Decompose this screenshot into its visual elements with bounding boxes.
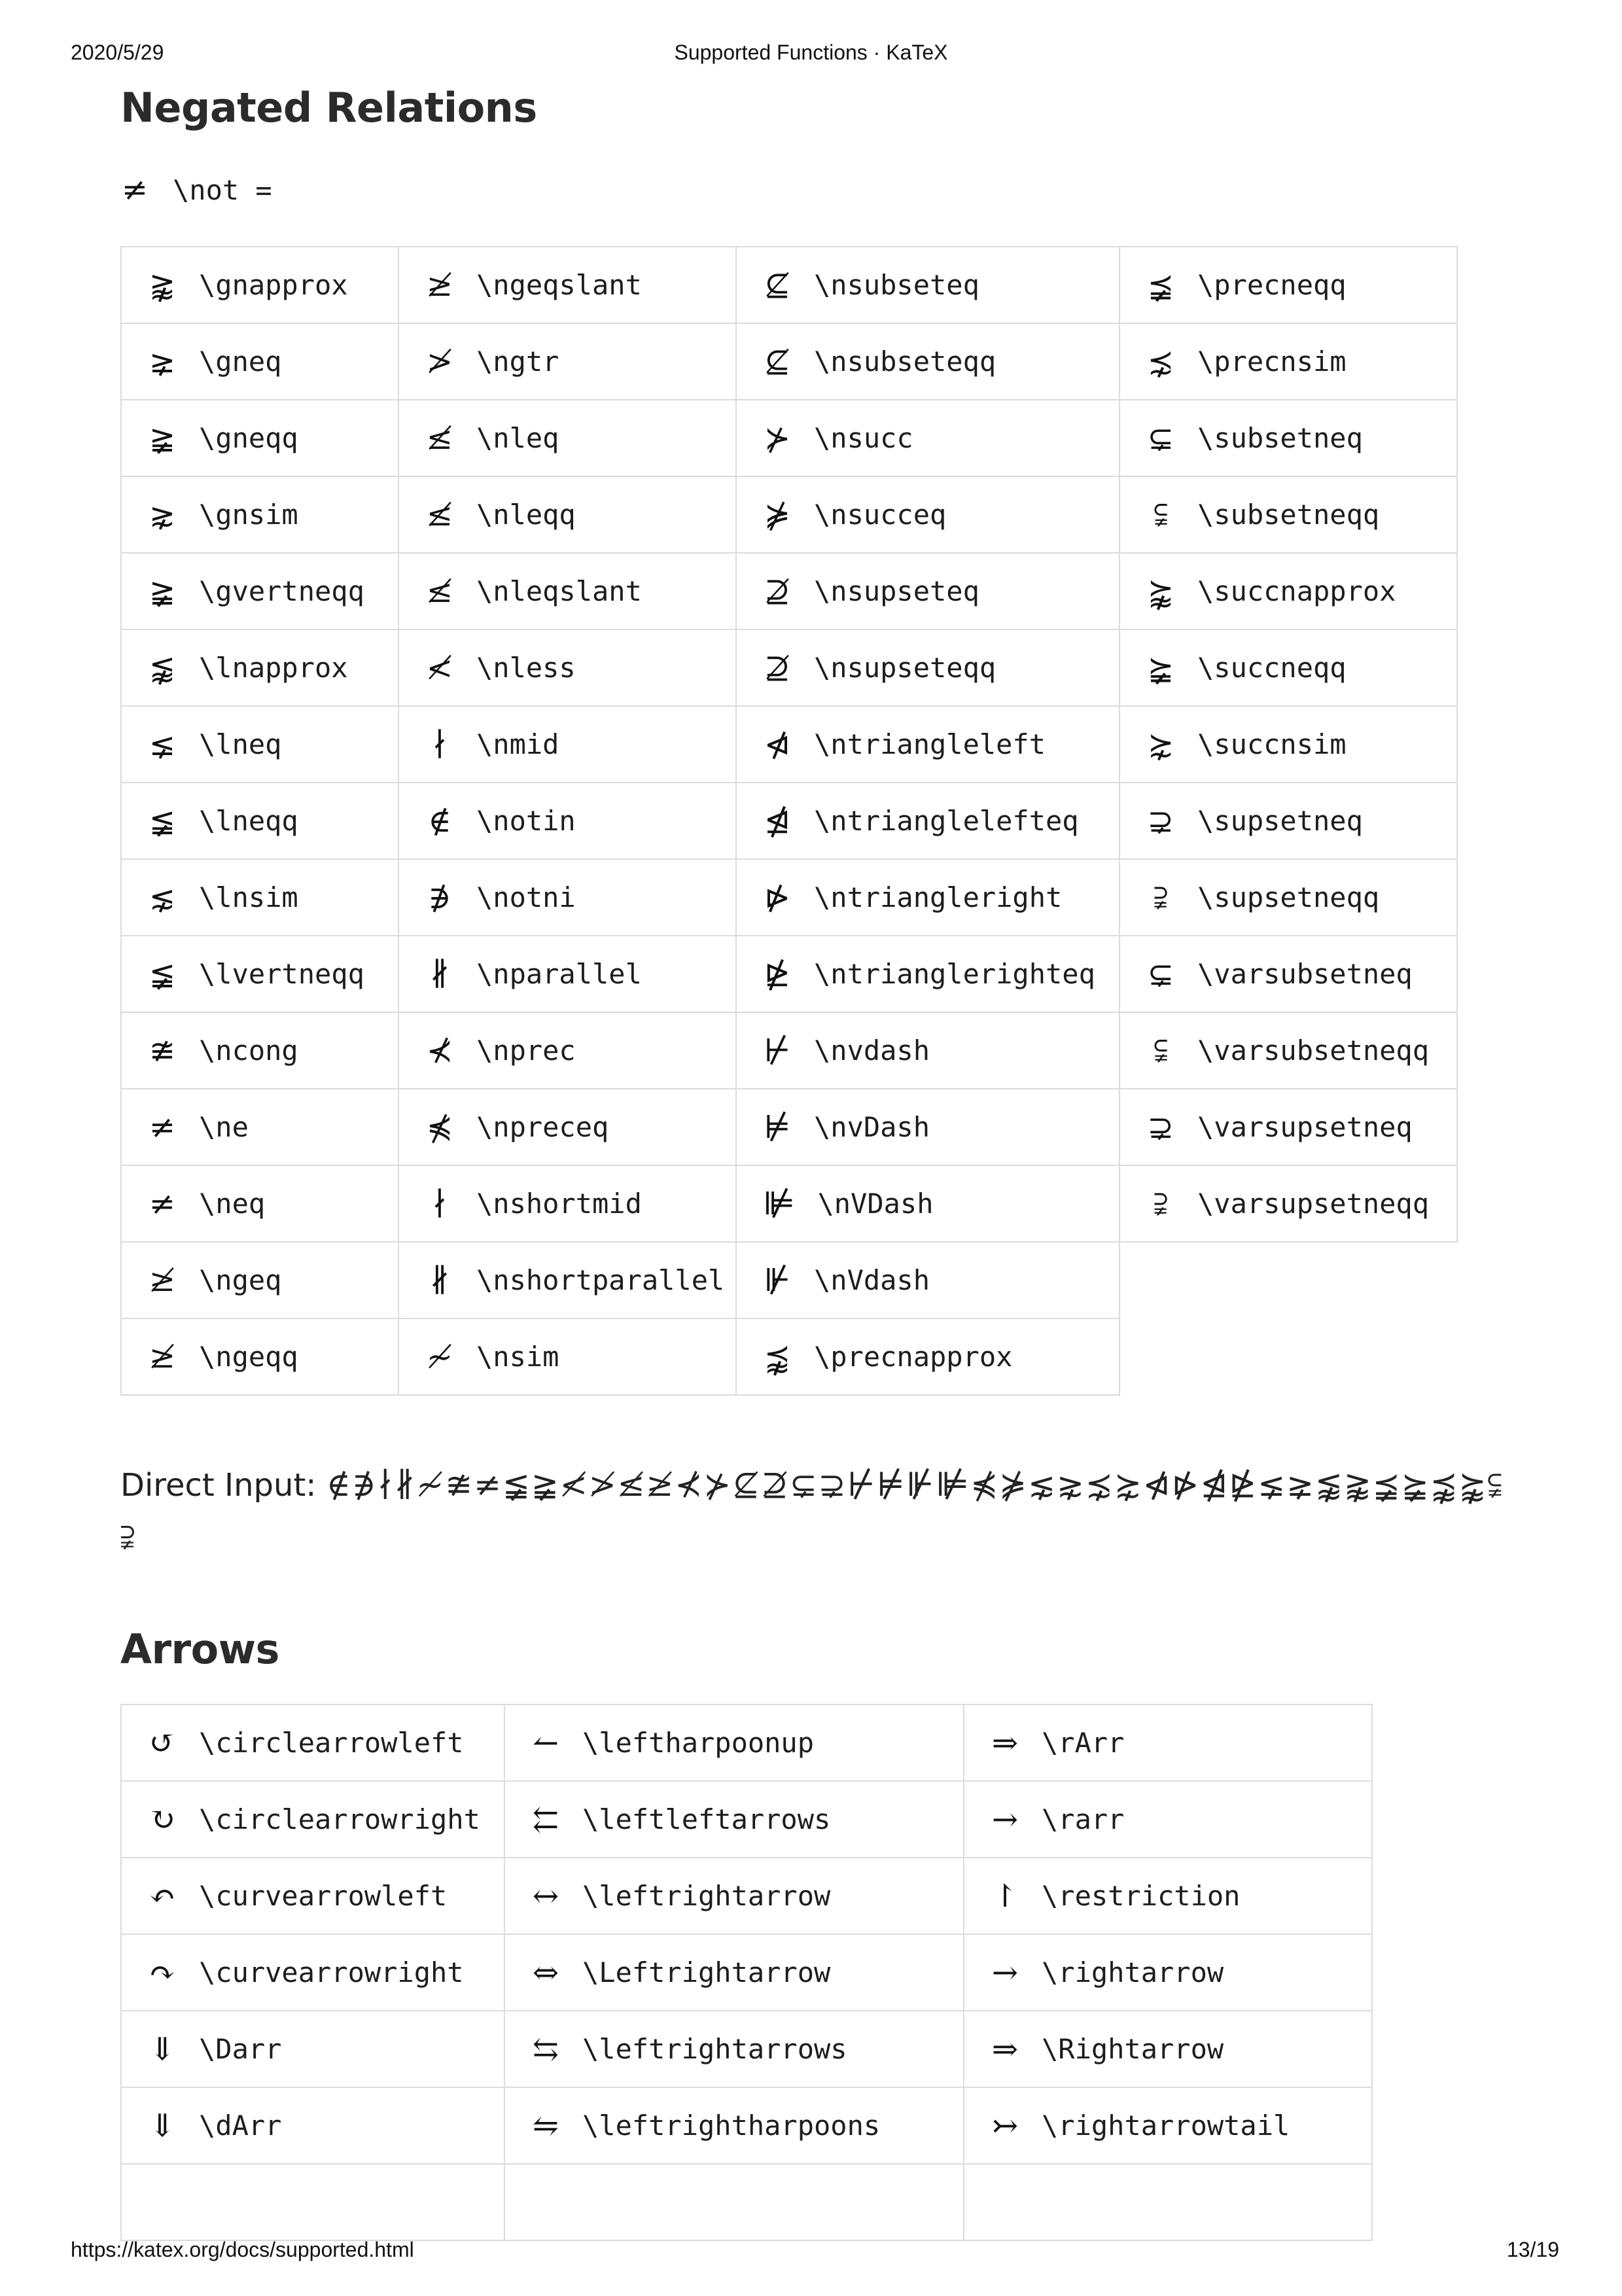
- function-cell: [398, 706, 736, 783]
- math-symbol: ≁: [426, 1338, 453, 1375]
- latex-command: \curvearrowleft: [199, 1880, 448, 1912]
- math-symbol: ⊮: [764, 1262, 791, 1299]
- latex-command: \lneqq: [199, 805, 298, 837]
- math-symbol: ⊊: [1147, 419, 1174, 457]
- math-symbol: ↔: [532, 1877, 559, 1915]
- function-cell: [736, 859, 1120, 936]
- math-symbol: ⊋: [1147, 1108, 1174, 1146]
- latex-command: \rightarrow: [1042, 1956, 1224, 1988]
- function-cell: [398, 783, 736, 859]
- latex-command: \nsupseteq: [814, 575, 979, 607]
- not-code: \not =: [173, 173, 272, 206]
- math-symbol: ⋩: [1147, 726, 1174, 763]
- latex-command: \npreceq: [476, 1111, 609, 1143]
- latex-command: \gneqq: [199, 422, 298, 454]
- math-symbol: ⊉: [764, 573, 791, 610]
- math-symbol: ≠: [149, 1185, 176, 1222]
- math-symbol: ≇: [149, 1032, 176, 1069]
- math-symbol: ⫋: [1154, 1032, 1168, 1069]
- latex-command: \Leftrightarrow: [582, 1956, 831, 1988]
- math-symbol: ≱: [426, 266, 453, 304]
- latex-command: \nVDash: [817, 1188, 934, 1220]
- math-symbol: ⋡: [764, 496, 791, 533]
- latex-command: \varsupsetneq: [1197, 1111, 1413, 1143]
- latex-command: \dArr: [199, 2110, 282, 2142]
- math-symbol: ⫌: [1154, 879, 1168, 915]
- math-symbol: ⊊: [1147, 955, 1174, 993]
- arrow-row: [121, 1858, 1372, 1934]
- arrow-row: [121, 2164, 1372, 2240]
- function-cell: [964, 1934, 1372, 2011]
- function-cell: [736, 247, 1120, 323]
- latex-command: \gneq: [199, 345, 282, 378]
- negated-relations-table: [120, 246, 1458, 1396]
- math-symbol: ∉: [428, 802, 451, 839]
- math-symbol: ⋫: [764, 879, 791, 916]
- math-symbol: ⪹: [764, 1338, 791, 1375]
- latex-command: \notin: [476, 805, 576, 837]
- function-cell: [121, 247, 398, 323]
- function-cell: [121, 706, 398, 783]
- math-symbol: ↾: [991, 1877, 1019, 1915]
- function-cell: [504, 2011, 964, 2087]
- function-cell: [398, 1165, 736, 1242]
- math-symbol: ⇓: [149, 2030, 176, 2068]
- function-cell: [121, 476, 398, 553]
- function-cell: [1120, 706, 1457, 783]
- function-cell: [504, 2087, 964, 2164]
- function-cell: [398, 1242, 736, 1318]
- latex-command: \ntriangleleft: [814, 728, 1046, 760]
- function-cell: [504, 1704, 964, 1781]
- negated-relations-heading: Negated Relations: [120, 84, 537, 132]
- negated-row: [121, 859, 1457, 936]
- negated-row: [121, 476, 1457, 553]
- math-symbol: ≱: [149, 1262, 176, 1299]
- negated-row: [121, 1242, 1457, 1318]
- latex-command: \circlearrowright: [199, 1803, 480, 1835]
- math-symbol: ⊬: [764, 1032, 791, 1069]
- function-cell: [398, 247, 736, 323]
- function-cell: [121, 1242, 398, 1318]
- latex-command: \succnapprox: [1197, 575, 1396, 607]
- arrow-row: [121, 2011, 1372, 2087]
- function-cell: [1120, 1012, 1457, 1089]
- latex-command: \nleqq: [476, 499, 576, 531]
- function-cell: [736, 783, 1120, 859]
- latex-command: \rightarrowtail: [1042, 2110, 1290, 2142]
- latex-command: \lnapprox: [199, 652, 348, 684]
- latex-command: \restriction: [1042, 1880, 1241, 1912]
- math-symbol: ⇔: [532, 1954, 559, 1991]
- math-symbol: →: [991, 1801, 1019, 1838]
- latex-command: \ntrianglerighteq: [814, 958, 1095, 990]
- function-cell: [1120, 323, 1457, 400]
- math-symbol: ⇓: [149, 2107, 176, 2144]
- direct-input-line: [120, 1459, 1507, 1563]
- latex-command: \subsetneq: [1197, 422, 1363, 454]
- latex-command: \ntriangleright: [814, 881, 1063, 913]
- latex-command: \varsupsetneqq: [1197, 1188, 1430, 1220]
- function-cell: [121, 553, 398, 629]
- latex-command: \nsucceq: [814, 499, 947, 531]
- math-symbol: ↼: [532, 1724, 559, 1761]
- latex-command: \rArr: [1042, 1727, 1125, 1759]
- math-symbol: ⊋: [1147, 802, 1174, 839]
- arrow-row: [121, 1781, 1372, 1858]
- arrow-row: [121, 1704, 1372, 1781]
- math-symbol: ⊈: [764, 266, 791, 304]
- function-cell: [504, 1858, 964, 1934]
- function-cell: [964, 2164, 1372, 2240]
- math-symbol: ⪉: [149, 649, 176, 686]
- math-symbol: ⪈: [149, 343, 176, 380]
- latex-command: \supsetneq: [1197, 805, 1363, 837]
- math-symbol: ⊈: [764, 343, 791, 380]
- math-symbol: ⊉: [764, 649, 791, 686]
- print-url: https://katex.org/docs/supported.html: [71, 2238, 414, 2261]
- latex-command: \nleqslant: [476, 575, 642, 607]
- math-symbol: ⋧: [149, 496, 176, 533]
- function-cell: [964, 1781, 1372, 1858]
- function-cell: [736, 706, 1120, 783]
- function-cell: [964, 1858, 1372, 1934]
- latex-command: \subsetneqq: [1197, 499, 1380, 531]
- function-cell: [398, 859, 736, 936]
- function-cell: [121, 1934, 504, 2011]
- math-symbol: ⇆: [532, 2030, 559, 2068]
- negated-row: [121, 936, 1457, 1012]
- latex-command: \gnsim: [199, 499, 298, 531]
- latex-command: \nVdash: [814, 1264, 930, 1296]
- latex-command: \nsim: [476, 1341, 559, 1373]
- latex-command: \rarr: [1042, 1803, 1125, 1835]
- latex-command: \leftrightarrow: [582, 1880, 831, 1912]
- negated-row: [121, 323, 1457, 400]
- function-cell: [398, 1012, 736, 1089]
- latex-command: \leftleftarrows: [582, 1803, 831, 1835]
- latex-command: \ngeq: [199, 1264, 282, 1296]
- function-cell: [736, 936, 1120, 1012]
- latex-command: \nsubseteq: [814, 269, 979, 301]
- math-symbol: ⪇: [149, 726, 176, 763]
- math-symbol: ∤: [432, 1185, 448, 1222]
- latex-command: \circlearrowleft: [199, 1727, 464, 1759]
- direct-input-glyphs: ∉∌∤∦≁≇≠≨≩≮≯≰≱⊀⊁⊈⊉⊊⊋⊬⊭⊮⊯⋠⋡⋦⋧⋨⋩⋪⋫⋬⋭⪇⪈⪉⪊⪵⪶⪹⪺⫋⫌: [120, 1466, 1504, 1555]
- latex-command: \ngeqq: [199, 1341, 298, 1373]
- math-symbol: ≩: [149, 573, 176, 610]
- function-cell: [121, 1704, 504, 1781]
- latex-command: \succneqq: [1197, 652, 1347, 684]
- not-example: [120, 171, 272, 208]
- math-symbol: ⫋: [1154, 496, 1168, 533]
- math-symbol: ⫌: [1154, 1185, 1168, 1222]
- math-symbol: ↣: [991, 2107, 1019, 2144]
- print-page-number: 13/19: [1506, 2238, 1559, 2261]
- math-symbol: ≯: [426, 343, 453, 380]
- function-cell: [121, 1781, 504, 1858]
- math-symbol: →: [991, 1954, 1019, 1991]
- function-cell: [398, 629, 736, 706]
- latex-command: \nvdash: [814, 1034, 930, 1067]
- function-cell: [964, 2087, 1372, 2164]
- function-cell: [736, 553, 1120, 629]
- function-cell: [736, 1089, 1120, 1165]
- math-symbol: ≨: [149, 955, 176, 993]
- function-cell: [121, 2011, 504, 2087]
- math-symbol: ↶: [149, 1877, 176, 1915]
- function-cell: [736, 629, 1120, 706]
- function-cell: [736, 400, 1120, 476]
- math-symbol: ≰: [426, 419, 453, 457]
- function-cell: [121, 1858, 504, 1934]
- latex-command: \lvertneqq: [199, 958, 364, 990]
- math-symbol: ≰: [426, 496, 453, 533]
- math-symbol: ⋬: [764, 802, 791, 839]
- math-symbol: ⇋: [532, 2107, 559, 2144]
- print-title: Supported Functions · KaTeX: [674, 41, 948, 64]
- negated-row: [121, 629, 1457, 706]
- function-cell: [736, 1012, 1120, 1089]
- function-cell: [121, 323, 398, 400]
- math-symbol: ≮: [426, 649, 453, 686]
- latex-command: \neq: [199, 1188, 266, 1220]
- function-cell: [121, 859, 398, 936]
- math-symbol: ≩: [149, 419, 176, 457]
- math-symbol: ⊯: [763, 1185, 796, 1222]
- arrow-row: [121, 1934, 1372, 2011]
- latex-command: \gvertneqq: [199, 575, 364, 607]
- negated-row: [121, 553, 1457, 629]
- function-cell: [121, 936, 398, 1012]
- function-cell: [398, 476, 736, 553]
- function-cell: [736, 1165, 1120, 1242]
- math-symbol: ∌: [428, 879, 451, 916]
- function-cell: [964, 2011, 1372, 2087]
- function-cell: [121, 783, 398, 859]
- negated-row: [121, 1012, 1457, 1089]
- direct-input-label: Direct Input:: [120, 1467, 317, 1504]
- function-cell: [504, 1934, 964, 2011]
- function-cell: [121, 1012, 398, 1089]
- math-symbol: ⪊: [149, 266, 176, 304]
- function-cell: [736, 1318, 1120, 1395]
- latex-command: \nless: [476, 652, 576, 684]
- latex-command: \nprec: [476, 1034, 576, 1067]
- latex-command: \precnsim: [1197, 345, 1347, 378]
- function-cell: [1120, 247, 1457, 323]
- function-cell: [964, 1704, 1372, 1781]
- math-symbol: ⪶: [1147, 649, 1174, 686]
- math-symbol: ⪺: [1147, 573, 1174, 610]
- function-cell: [1120, 1165, 1457, 1242]
- function-cell: [398, 1318, 736, 1395]
- function-cell: [398, 400, 736, 476]
- math-symbol: ⊭: [764, 1108, 791, 1146]
- latex-command: \curvearrowright: [199, 1956, 464, 1988]
- function-cell: [1120, 553, 1457, 629]
- print-date: 2020/5/29: [71, 41, 164, 64]
- function-cell: [736, 1242, 1120, 1318]
- latex-command: \nsucc: [814, 422, 913, 454]
- math-symbol: ∦: [429, 955, 450, 993]
- negated-row: [121, 1089, 1457, 1165]
- latex-command: \leftrightharpoons: [582, 2110, 881, 2142]
- function-cell: [121, 2087, 504, 2164]
- latex-command: \lneq: [199, 728, 282, 760]
- arrows-heading: Arrows: [120, 1625, 279, 1673]
- function-cell: [1120, 629, 1457, 706]
- latex-command: \ne: [199, 1111, 249, 1143]
- function-cell: [121, 1318, 398, 1395]
- negated-row: [121, 1318, 1457, 1395]
- latex-command: \varsubsetneqq: [1197, 1034, 1430, 1067]
- latex-command: \nsupseteqq: [814, 652, 996, 684]
- negated-row: [121, 247, 1457, 323]
- function-cell: [1120, 936, 1457, 1012]
- function-cell: [1120, 400, 1457, 476]
- latex-command: \Rightarrow: [1042, 2033, 1224, 2065]
- latex-command: \notni: [476, 881, 576, 913]
- math-symbol: ⪵: [1147, 266, 1174, 304]
- math-symbol: ⇒: [991, 1724, 1019, 1761]
- function-cell: [398, 936, 736, 1012]
- negated-row: [121, 783, 1457, 859]
- math-symbol: ⋨: [1147, 343, 1174, 380]
- negated-row: [121, 400, 1457, 476]
- math-symbol: ↻: [149, 1801, 176, 1838]
- math-symbol: ⊀: [426, 1032, 453, 1069]
- function-cell: [736, 323, 1120, 400]
- latex-command: \gnapprox: [199, 269, 348, 301]
- function-cell: [1120, 476, 1457, 553]
- math-symbol: ⋠: [426, 1108, 453, 1146]
- latex-command: \succnsim: [1197, 728, 1347, 760]
- math-symbol: ≱: [149, 1338, 176, 1375]
- math-symbol: ≰: [426, 573, 453, 610]
- math-symbol: ↷: [149, 1954, 176, 1991]
- math-symbol: ⇒: [991, 2030, 1019, 2068]
- function-cell: [398, 1089, 736, 1165]
- math-symbol: ∤: [432, 726, 448, 763]
- not-equal-symbol: ≠: [121, 171, 149, 208]
- negated-row: [121, 1165, 1457, 1242]
- function-cell: [121, 629, 398, 706]
- function-cell: [1120, 783, 1457, 859]
- math-symbol: ≠: [149, 1108, 176, 1146]
- empty-cell: [1120, 1242, 1457, 1318]
- latex-command: \nsubseteqq: [814, 345, 996, 378]
- latex-command: \precnapprox: [814, 1341, 1013, 1373]
- math-symbol: ⊁: [764, 419, 791, 457]
- math-symbol: ⋪: [764, 726, 791, 763]
- negated-row: [121, 706, 1457, 783]
- math-symbol: ⋭: [764, 955, 791, 993]
- function-cell: [398, 323, 736, 400]
- function-cell: [736, 476, 1120, 553]
- latex-command: \nparallel: [476, 958, 642, 990]
- function-cell: [1120, 1089, 1457, 1165]
- latex-command: \nleq: [476, 422, 559, 454]
- latex-command: \ngtr: [476, 345, 559, 378]
- latex-command: \ngeqslant: [476, 269, 642, 301]
- math-symbol: ↺: [149, 1724, 176, 1761]
- math-symbol: ⇇: [532, 1801, 559, 1838]
- latex-command: \ncong: [199, 1034, 298, 1067]
- latex-command: \precneqq: [1197, 269, 1347, 301]
- math-symbol: ⋦: [149, 879, 176, 916]
- latex-command: \nmid: [476, 728, 559, 760]
- function-cell: [121, 1165, 398, 1242]
- function-cell: [121, 400, 398, 476]
- arrows-table: [120, 1704, 1373, 2241]
- latex-command: \nshortparallel: [476, 1264, 725, 1296]
- latex-command: \varsubsetneq: [1197, 958, 1413, 990]
- latex-command: \supsetneqq: [1197, 881, 1380, 913]
- function-cell: [398, 553, 736, 629]
- latex-command: \leftrightarrows: [582, 2033, 847, 2065]
- latex-command: \Darr: [199, 2033, 282, 2065]
- function-cell: [1120, 859, 1457, 936]
- math-symbol: ∦: [429, 1262, 450, 1299]
- empty-cell: [1120, 1318, 1457, 1395]
- latex-command: \ntrianglelefteq: [814, 805, 1079, 837]
- latex-command: \lnsim: [199, 881, 298, 913]
- function-cell: [504, 1781, 964, 1858]
- latex-command: \nvDash: [814, 1111, 930, 1143]
- math-symbol: ≨: [149, 802, 176, 839]
- function-cell: [121, 2164, 504, 2240]
- function-cell: [504, 2164, 964, 2240]
- latex-command: \nshortmid: [476, 1188, 642, 1220]
- function-cell: [121, 1089, 398, 1165]
- latex-command: \leftharpoonup: [582, 1727, 815, 1759]
- arrow-row: [121, 2087, 1372, 2164]
